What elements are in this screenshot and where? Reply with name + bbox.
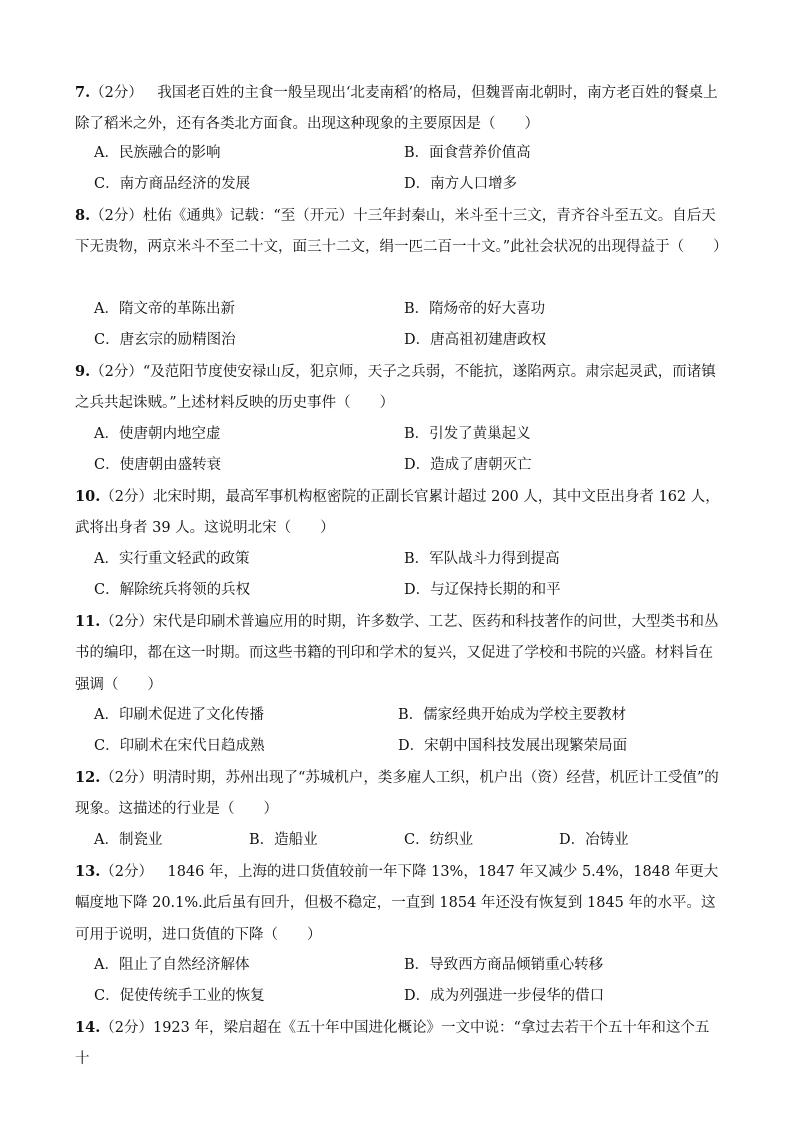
question-score: （2分） (90, 364, 143, 380)
question-stem: 杜佑《通典》记载：“至（开元）十三年封秦山，米斗至十三文，青齐谷斗至五文。自后天下无贵物，两京米斗不至二十文，面三十二文，绢一匹二百一十文。”此社会状况的出现得益于（ ） (75, 208, 728, 256)
option-d[interactable]: D．唐高祖初建唐政权 (404, 332, 547, 348)
option-c[interactable]: C．唐玄宗的励精图治 (94, 332, 236, 348)
option-c[interactable]: C．印刷术在宋代日趋成熟 (94, 738, 265, 754)
options-row (94, 731, 724, 762)
question-number: 14 (75, 1019, 96, 1036)
question-number: 10 (75, 488, 96, 505)
question-number: 11 (75, 613, 96, 630)
question-8: 8.（2分）杜佑《通典》记载：“至（开元）十三年封秦山，米斗至十三文，青齐谷斗至五文。自后天下无贵物，两京米斗不至二十文，面三十二文，绢一匹二百一十文。”此社会状况的出现得益于（ ） (75, 207, 728, 256)
options-row (94, 575, 724, 606)
option-b[interactable]: B．导致西方商品倾销重心转移 (404, 957, 604, 973)
question-stem: “及范阳节度使安禄山反，犯京师，天子之兵弱，不能抗，遂陷两京。肃宗起灵武，而诸镇之兵共起诛贼。”上述材料反映的历史事件（ ） (75, 364, 716, 412)
question-stem: 北宋时期，最高军事机构枢密院的正副长官累计超过 200 人，其中文臣出身者 162 人，武将出身者 39 人。这说明北宋（ ） (75, 489, 720, 537)
option-c[interactable]: C．使唐朝由盛转衰 (94, 457, 222, 473)
option-a[interactable]: A．印刷术促进了文化传播 (94, 707, 264, 723)
options-row (94, 700, 724, 731)
question-13: 13.（2分） 1846 年，上海的进口货值较前一年下降 13%，1847 年又减少 5.4%，1848 年更大幅度地下降 20.1%.此后虽有回升，但极不稳定，一直到 1854 年还没有恢复到 1845 年的水平。这可用于说明，进口货值的下降（ ） (75, 863, 719, 943)
option-c[interactable]: C．促使传统手工业的恢复 (94, 988, 265, 1004)
option-b[interactable]: B．儒家经典开始成为学校主要教材 (398, 707, 627, 723)
question-10: 10.（2分）北宋时期，最高军事机构枢密院的正副长官累计超过 200 人，其中文臣出身者 162 人，武将出身者 39 人。这说明北宋（ ） (75, 488, 720, 537)
option-d[interactable]: D．造成了唐朝灭亡 (404, 457, 532, 473)
question-stem: 我国老百姓的主食一般呈现出‘北麦南稻’的格局，但魏晋南北朝时，南方老百姓的餐桌上除了稻米之外，还有各类北方面食。出现这种现象的主要原因是（ ） (75, 85, 718, 133)
question-number: 8 (75, 207, 86, 224)
question-stem: 明清时期，苏州出现了“苏城机户，类多雇人工织，机户出（资）经营，机匠计工受值”的现象。这描述的行业是（ ） (75, 770, 719, 818)
option-a[interactable]: A．实行重文轻武的政策 (94, 551, 250, 567)
options-row (94, 450, 724, 481)
question-stem: 1846 年，上海的进口货值较前一年下降 13%，1847 年又减少 5.4%，1848 年更大幅度地下降 20.1%.此后虽有回升，但极不稳定，一直到 1854 年还没有恢复到 1845 年的水平。这可用于说明，进口货值的下降（ ） (75, 864, 719, 943)
options-row (94, 294, 724, 325)
options-row (94, 825, 724, 856)
option-b[interactable]: B．军队战斗力得到提高 (404, 551, 560, 567)
option-b[interactable]: B．面食营养价值高 (404, 145, 531, 161)
options-row (94, 544, 724, 575)
option-d[interactable]: D．冶铸业 (559, 832, 629, 848)
question-number: 12 (75, 769, 96, 786)
question-stem: 宋代是印刷术普遍应用的时期，许多数学、工艺、医药和科技著作的问世，大型类书和丛书的编印，都在这一时期。而这些书籍的刊印和学术的复兴，又促进了学校和书院的兴盛。材料旨在强调（ ） (75, 614, 719, 693)
question-12: 12.（2分）明清时期，苏州出现了“苏城机户，类多雇人工织，机户出（资）经营，机匠计工受值”的现象。这描述的行业是（ ） (75, 769, 719, 818)
options-row (94, 950, 724, 981)
options-row (94, 138, 724, 169)
option-b[interactable]: B．造船业 (249, 832, 318, 848)
option-c[interactable]: C．解除统兵将领的兵权 (94, 582, 251, 598)
question-score: （2分） (100, 770, 153, 786)
question-score: （2分） (100, 864, 153, 880)
question-11: 11.（2分）宋代是印刷术普遍应用的时期，许多数学、工艺、医药和科技著作的问世，大型类书和丛书的编印，都在这一时期。而这些书籍的刊印和学术的复兴，又促进了学校和书院的兴盛。材料旨在强调（ ） (75, 613, 719, 693)
option-d[interactable]: D．与辽保持长期的和平 (404, 582, 561, 598)
option-c[interactable]: C．纺织业 (404, 832, 474, 848)
option-d[interactable]: D．成为列强进一步侵华的借口 (404, 988, 605, 1004)
option-c[interactable]: C．南方商品经济的发展 (94, 176, 251, 192)
question-score: （2分） (90, 85, 143, 101)
options-row (94, 981, 724, 1012)
option-a[interactable]: A．使唐朝内地空虚 (94, 426, 221, 442)
options-row (94, 419, 724, 450)
option-b[interactable]: B．隋炀帝的好大喜功 (404, 301, 546, 317)
options-row (94, 169, 724, 200)
question-7: 7.（2分） 我国老百姓的主食一般呈现出‘北麦南稻’的格局，但魏晋南北朝时，南方老百姓的餐桌上除了稻米之外，还有各类北方面食。出现这种现象的主要原因是（ ） (75, 84, 718, 133)
question-number: 13 (75, 863, 96, 880)
question-score: （2分） (100, 614, 153, 630)
question-stem: 1923 年，梁启超在《五十年中国进化概论》一文中说：“拿过去若干个五十年和这个五十 (75, 1020, 710, 1068)
option-a[interactable]: A．阻止了自然经济解体 (94, 957, 250, 973)
question-score: （2分） (100, 1020, 153, 1036)
option-d[interactable]: D．南方人口增多 (404, 176, 518, 192)
option-d[interactable]: D．宋朝中国科技发展出现繁荣局面 (398, 738, 628, 754)
options-row (94, 325, 724, 356)
question-number: 9 (75, 363, 86, 380)
option-a[interactable]: A．隋文帝的革陈出新 (94, 301, 235, 317)
option-b[interactable]: B．引发了黄巢起义 (404, 426, 531, 442)
question-9: 9.（2分）“及范阳节度使安禄山反，犯京师，天子之兵弱，不能抗，遂陷两京。肃宗起灵武，而诸镇之兵共起诛贼。”上述材料反映的历史事件（ ） (75, 363, 716, 412)
option-a[interactable]: A．制瓷业 (94, 832, 163, 848)
question-number: 7 (75, 84, 86, 101)
option-a[interactable]: A．民族融合的影响 (94, 145, 221, 161)
question-score: （2分） (100, 489, 153, 505)
question-14: 14.（2分）1923 年，梁启超在《五十年中国进化概论》一文中说：“拿过去若干个五十年和这个五十 (75, 1019, 710, 1068)
question-score: （2分） (90, 208, 143, 224)
